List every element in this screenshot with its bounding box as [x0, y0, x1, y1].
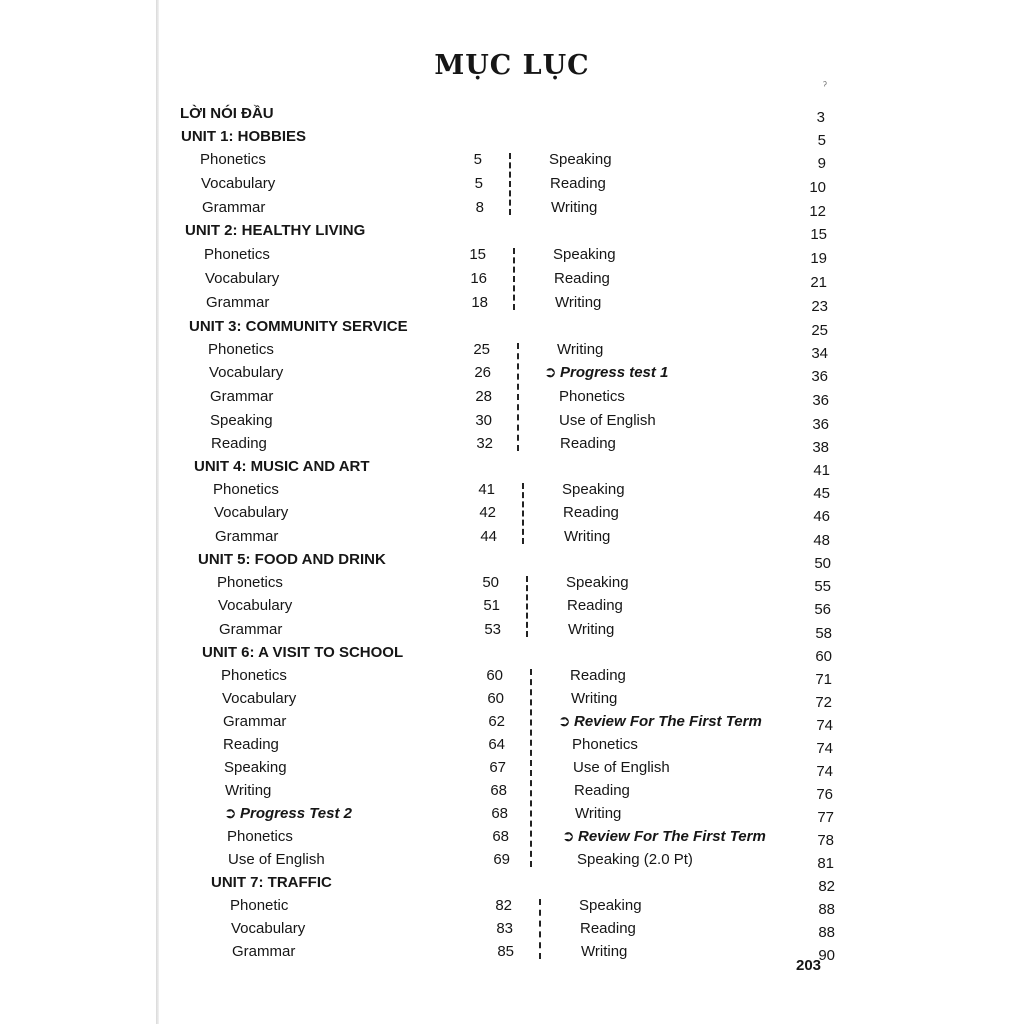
toc-entry-label	[218, 597, 292, 615]
column-separator	[513, 248, 515, 310]
toc-entry-page: 72	[815, 694, 832, 711]
toc-entry-page: 50	[814, 555, 831, 572]
toc-entry-label	[223, 736, 279, 754]
toc-entry-page: 60	[487, 690, 504, 707]
toc-entry-text: Writing	[225, 782, 272, 799]
toc-entry-label	[564, 528, 610, 546]
toc-entry-page: 8	[475, 199, 484, 216]
toc-entry-text: Vocabulary	[205, 270, 280, 287]
toc-entry-label	[554, 270, 610, 288]
toc-entry-label	[568, 621, 614, 639]
toc-entry-label	[210, 412, 273, 430]
section-heading	[544, 364, 668, 382]
column-separator	[539, 899, 541, 959]
toc-entry-label	[214, 504, 288, 522]
toc-entry-text: Writing	[564, 528, 611, 545]
toc-entry-text: Grammar	[202, 199, 266, 216]
column-separator	[522, 483, 524, 544]
toc-entry-label	[567, 597, 623, 615]
scan-speck: ˀ	[823, 80, 827, 92]
section-heading	[562, 828, 766, 846]
toc-entry-label	[209, 364, 283, 382]
toc-entry-label	[215, 528, 278, 546]
toc-entry-text: Reading	[570, 667, 626, 684]
toc-entry-page: 18	[471, 294, 488, 311]
toc-entry-page: 74	[816, 717, 833, 734]
toc-entry-text: Writing	[581, 943, 628, 960]
toc-entry-page: 60	[486, 667, 503, 684]
toc-entry-text: Phonetics	[213, 481, 279, 498]
toc-entry-page: 58	[815, 625, 832, 642]
toc-entry-page: 42	[479, 504, 496, 521]
toc-entry-text: Reading	[580, 920, 636, 937]
toc-entry-label	[575, 805, 621, 823]
toc-entry-label	[211, 435, 267, 453]
toc-entry-label	[566, 574, 629, 592]
toc-entry-page: 64	[488, 736, 505, 753]
toc-entry-page: 32	[476, 435, 493, 452]
toc-entry-label	[221, 667, 287, 685]
toc-entry-page: 50	[482, 574, 499, 591]
toc-entry-label	[571, 690, 617, 708]
toc-entry-text: Writing	[557, 341, 604, 358]
toc-entry-text: Reading	[211, 435, 267, 452]
column-separator	[517, 343, 519, 451]
toc-entry-label	[231, 920, 305, 938]
toc-entry-label	[581, 943, 627, 961]
toc-entry-text: Reading	[567, 597, 623, 614]
foreword-label: LỜI NÓI ĐẦU	[180, 105, 274, 122]
column-separator	[509, 153, 511, 215]
toc-entry-text: Grammar	[210, 388, 274, 405]
toc-entry-text: Use of English	[228, 851, 325, 868]
toc-entry-label	[225, 782, 271, 800]
toc-entry-label	[557, 341, 603, 359]
toc-entry-text: Grammar	[223, 713, 287, 730]
toc-entry-page: 45	[813, 485, 830, 502]
toc-entry-page: 69	[493, 851, 510, 868]
toc-entry-page: 23	[811, 298, 828, 315]
toc-entry-page: 82	[495, 897, 512, 914]
toc-entry-label	[559, 388, 625, 406]
toc-entry-text: Vocabulary	[201, 175, 276, 192]
section-heading	[224, 805, 352, 823]
toc-entry-label	[213, 481, 279, 499]
toc-entry-page: 71	[815, 671, 832, 688]
toc-entry-label	[580, 920, 636, 938]
toc-entry-page: 10	[809, 179, 826, 196]
toc-entry-text: Reading	[560, 435, 616, 452]
toc-entry-text: Grammar	[232, 943, 296, 960]
toc-entry-text: Reading	[563, 504, 619, 521]
toc-entry-text: Phonetics	[227, 828, 293, 845]
toc-entry-page: 26	[474, 364, 491, 381]
toc-entry-page: 68	[490, 782, 507, 799]
page-title: MỤC LỤC	[434, 50, 590, 81]
toc-entry-page: 5	[817, 132, 826, 149]
column-separator	[526, 576, 528, 637]
toc-entry-label	[563, 504, 619, 522]
toc-entry-text: Progress test 1	[560, 364, 669, 381]
toc-entry-text: Phonetics	[559, 388, 625, 405]
toc-entry-page: 76	[816, 786, 833, 803]
column-separator	[530, 669, 532, 867]
section-heading	[558, 713, 762, 731]
toc-entry-label	[562, 481, 625, 499]
toc-entry-text: Speaking	[566, 574, 629, 591]
toc-entry-text: Speaking	[562, 481, 625, 498]
toc-entry-page: 25	[811, 322, 828, 339]
toc-entry-text: Reading	[223, 736, 279, 753]
toc-entry-page: 19	[810, 250, 827, 267]
toc-entry-text: Review For The First Term	[578, 828, 766, 845]
toc-entry-page: 44	[480, 528, 497, 545]
toc-entry-page: 5	[473, 151, 482, 168]
toc-entry-page: 25	[473, 341, 490, 358]
toc-entry-page: 5	[474, 175, 483, 192]
toc-entry-label	[555, 294, 601, 312]
toc-entry-label	[206, 294, 269, 312]
toc-entry-text: Phonetic	[230, 897, 289, 914]
toc-entry-page: 81	[817, 855, 834, 872]
toc-entry-page: 90	[818, 947, 835, 964]
toc-entry-page: 62	[488, 713, 505, 730]
unit-heading: UNIT 1: HOBBIES	[181, 128, 307, 145]
toc-entry-label	[551, 199, 597, 217]
toc-entry-page: 46	[813, 508, 830, 525]
toc-entry-text: Review For The First Term	[574, 713, 762, 730]
toc-entry-page: 83	[496, 920, 513, 937]
unit-heading: UNIT 3: COMMUNITY SERVICE	[189, 318, 408, 335]
toc-entry-text: Speaking	[579, 897, 642, 914]
toc-entry-page: 51	[483, 597, 500, 614]
toc-entry-label	[202, 199, 265, 217]
toc-entry-page: 78	[817, 832, 834, 849]
toc-entry-text: Vocabulary	[222, 690, 297, 707]
toc-entry-text: Vocabulary	[218, 597, 293, 614]
toc-entry-text: Reading	[574, 782, 630, 799]
toc-entry-text: Grammar	[215, 528, 279, 545]
toc-entry-label	[227, 828, 293, 846]
toc-entry-label	[224, 759, 287, 777]
toc-entry-label	[219, 621, 282, 639]
toc-entry-text: Writing	[575, 805, 622, 822]
toc-entry-text: Grammar	[219, 621, 283, 638]
page-edge	[156, 0, 159, 1024]
toc-entry-text: Use of English	[559, 412, 656, 429]
toc-entry-text: Writing	[571, 690, 618, 707]
toc-entry-page: 36	[811, 368, 828, 385]
toc-entry-label	[570, 667, 626, 685]
unit-heading: UNIT 7: TRAFFIC	[211, 874, 332, 891]
toc-entry-text: Vocabulary	[209, 364, 284, 381]
toc-entry-label	[205, 270, 279, 288]
toc-entry-label	[550, 175, 606, 193]
toc-entry-text: Vocabulary	[214, 504, 289, 521]
toc-entry-label	[560, 435, 616, 453]
toc-entry-label	[204, 246, 270, 264]
toc-entry-text: Writing	[555, 294, 602, 311]
toc-entry-text: Speaking	[224, 759, 287, 776]
toc-entry-text: Phonetics	[200, 151, 266, 168]
toc-entry-text: Writing	[568, 621, 615, 638]
toc-entry-page: 60	[815, 648, 832, 665]
toc-entry-text: Speaking	[549, 151, 612, 168]
arrow-icon: ➲	[224, 805, 237, 822]
toc-entry-page: 88	[818, 924, 835, 941]
toc-entry-label	[200, 151, 266, 169]
toc-entry-text: Use of English	[573, 759, 670, 776]
arrow-icon: ➲	[544, 364, 557, 381]
toc-entry-text: Vocabulary	[231, 920, 306, 937]
toc-entry-page: 85	[497, 943, 514, 960]
toc-entry-text: Progress Test 2	[240, 805, 352, 822]
toc-entry-label	[574, 782, 630, 800]
toc-entry-text: Reading	[554, 270, 610, 287]
toc-entry-page: 12	[809, 203, 826, 220]
unit-heading: UNIT 6: A VISIT TO SCHOOL	[202, 644, 404, 661]
toc-entry-page: 16	[470, 270, 487, 287]
toc-entry-label	[572, 736, 638, 754]
toc-entry-page: 28	[475, 388, 492, 405]
toc-entry-page: 48	[813, 532, 830, 549]
toc-entry-label	[559, 412, 656, 430]
toc-entry-page: 30	[475, 412, 492, 429]
toc-entry-label	[210, 388, 273, 406]
toc-entry-page: 9	[817, 155, 826, 172]
toc-entry-text: Speaking	[553, 246, 616, 263]
unit-heading: UNIT 5: FOOD AND DRINK	[198, 551, 386, 568]
toc-entry-page: 38	[812, 439, 829, 456]
toc-entry-text: Phonetics	[221, 667, 287, 684]
toc-entry-page: 15	[469, 246, 486, 263]
toc-entry-label	[232, 943, 295, 961]
toc-entry-page: 74	[816, 740, 833, 757]
toc-entry-page: 34	[811, 345, 828, 362]
toc-entry-label	[230, 897, 288, 915]
toc-entry-text: Reading	[550, 175, 606, 192]
toc-entry-label	[208, 341, 274, 359]
page-number: 203	[796, 957, 822, 974]
toc-entry-page: 15	[810, 226, 827, 243]
toc-entry-page: 55	[814, 578, 831, 595]
toc-entry-label	[553, 246, 616, 264]
toc-entry-label	[577, 851, 693, 869]
toc-entry-page: 3	[816, 109, 825, 126]
toc-entry-label	[201, 175, 275, 193]
toc-entry-text: Phonetics	[204, 246, 270, 263]
toc-entry-page: 56	[814, 601, 831, 618]
toc-entry-label	[217, 574, 283, 592]
toc-entry-page: 68	[492, 828, 509, 845]
toc-entry-label	[579, 897, 642, 915]
toc-entry-page: 67	[489, 759, 506, 776]
toc-entry-page: 77	[817, 809, 834, 826]
toc-entry-page: 53	[484, 621, 501, 638]
toc-entry-label	[573, 759, 670, 777]
toc-entry-page: 74	[816, 763, 833, 780]
toc-entry-page: 68	[491, 805, 508, 822]
arrow-icon: ➲	[562, 828, 575, 845]
toc-entry-label	[228, 851, 325, 869]
toc-entry-label	[222, 690, 296, 708]
toc-entry-text: Phonetics	[572, 736, 638, 753]
toc-entry-label	[223, 713, 286, 731]
toc-entry-page: 36	[812, 416, 829, 433]
toc-entry-text: Grammar	[206, 294, 270, 311]
toc-entry-text: Writing	[551, 199, 598, 216]
unit-heading: UNIT 2: HEALTHY LIVING	[185, 222, 366, 239]
toc-entry-page: 41	[478, 481, 495, 498]
toc-entry-label	[549, 151, 612, 169]
toc-entry-page: 88	[818, 901, 835, 918]
toc-entry-text: Phonetics	[217, 574, 283, 591]
toc-entry-text: Speaking (2.0 Pt)	[577, 851, 693, 868]
toc-entry-page: 41	[813, 462, 830, 479]
toc-entry-page: 21	[810, 274, 827, 291]
toc-entry-page: 82	[818, 878, 835, 895]
toc-entry-page: 36	[812, 392, 829, 409]
toc-entry-text: Speaking	[210, 412, 273, 429]
unit-heading: UNIT 4: MUSIC AND ART	[194, 458, 370, 475]
toc-entry-text: Phonetics	[208, 341, 274, 358]
arrow-icon: ➲	[558, 713, 571, 730]
